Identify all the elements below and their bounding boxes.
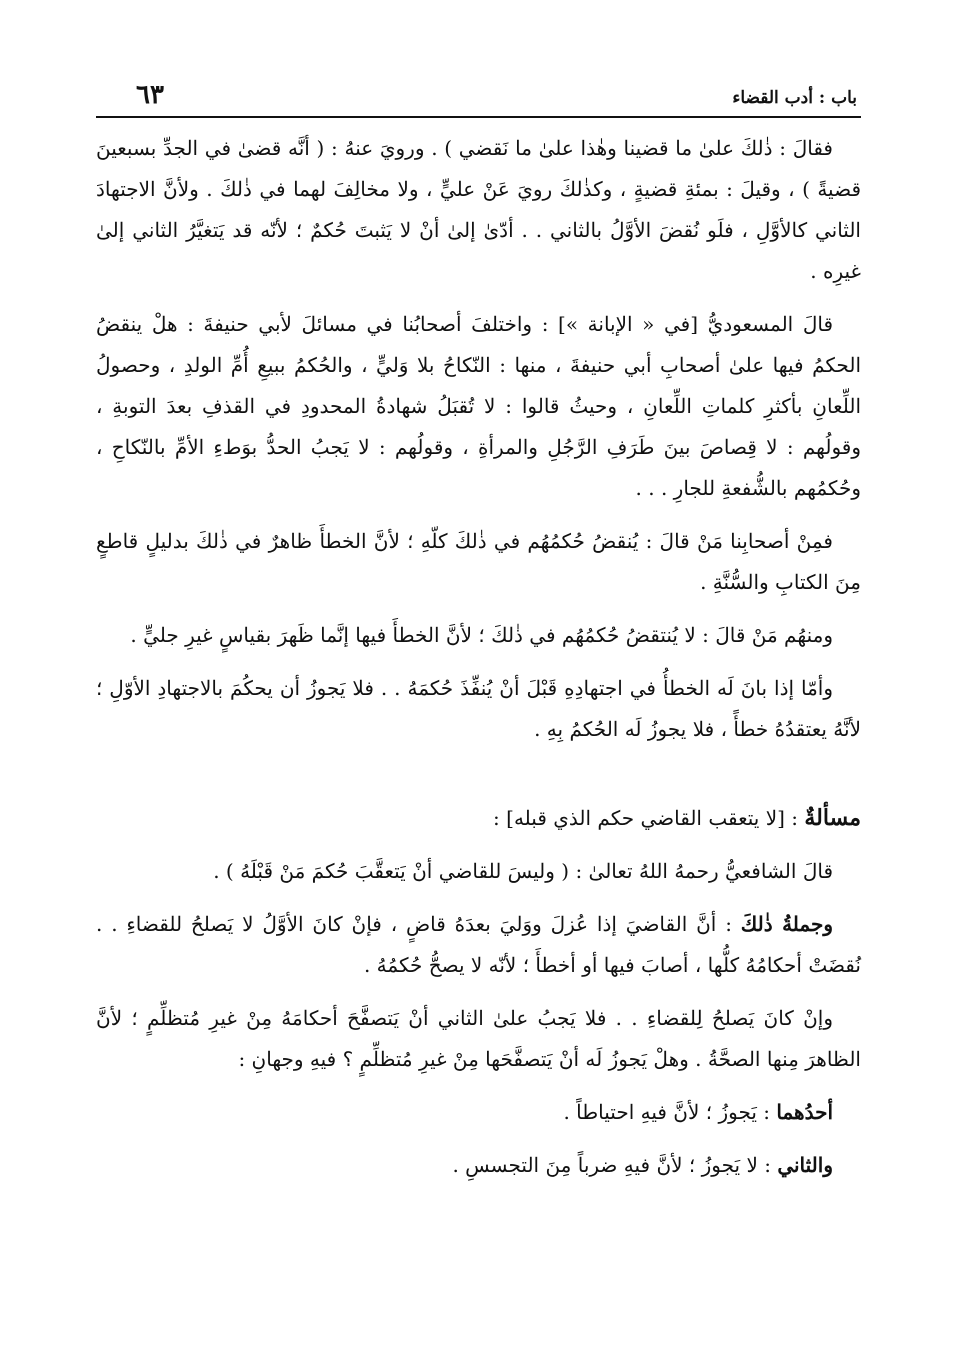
masala-label: مسألةٌ [804,805,861,831]
paragraph-text: وأمّا إذا بانَ لَه الخطأُ في اجتهادِهِ قَبْلَ أنْ يُنفِّذَ حُكمَهُ . . فلا يَجوزُ أن يحكُمَ بالاجتهادِ الأوّلِ ؛ لأنَّهُ يعتقدُهُ خطأً ، فلا يجوزُ لَه الحُكمُ بِهِ . [96,676,861,741]
paragraph-9 [96,1092,861,1133]
paragraph-text: فمِنْ أصحابِنا مَنْ قالَ : يُنقضُ حُكمُهُم في ذٰلكَ كلّهِ ؛ لأنَّ الخطأَ ظاهرٌ في ذٰلكَ بدليلٍ قاطعٍ مِنَ الكتابِ والسُّنَّةِ . [96,529,861,594]
page-header [96,76,861,118]
paragraph-text: : لا يَجوزُ ؛ لأنَّ فيهِ ضرباً مِنَ التجسسِ . [452,1153,778,1177]
running-head: باب : أدب القضاء [732,88,857,108]
paragraph-text: : أنَّ القاضيَ إذا عُزلَ ووَليَ بعدَهُ قاضٍ ، فإنْ كانَ الأوَّلُ لا يَصلحُ للقضاءِ . . نُقضَتْ أحكامُهُ كلُّها ، أصابَ فيها أو أخطأَ ؛ لأنّه لا يصحُّ حُكمُهُ . [96,912,861,977]
paragraph-10 [96,1145,861,1186]
paragraph-lead: والثاني [777,1153,833,1177]
paragraph-6 [96,851,861,892]
paragraph-8 [96,998,861,1080]
paragraph-4 [96,615,861,656]
masala-heading [96,798,861,839]
page-number: ٦٣ [136,80,164,110]
paragraph-text: قالَ المسعوديُّ [في « الإبانة »] : واختلفَ أصحابُنا في مسائلَ لأبي حنيفةَ : هلْ ينقضُ الحكمُ فيها علىٰ أصحابِ أبي حنيفةَ ، منها : النّكاحُ بلا وَليٍّ ، والحُكمُ ببيعِ أُمِّ الولدِ ، وحصولُ اللِّعانِ بأكثرِ كلماتِ اللِّعانِ ، وحيثُ قالوا : لا تُقبَلُ شهادةُ المحدودِ في القذفِ بعدَ التوبةِ ، وقولُهم : لا قِصاصَ بينَ طَرَفِ الرَّجُلِ والمرأةِ ، وقولُهم : لا يَجبُ الحدُّ بوَطءِ الأمِّ بالنّكاحِ ، وحُكمُهم بالشُّفعةِ للجارِ . . . [96,312,861,500]
paragraph-text: فقالَ : ذٰلكَ علىٰ ما قضينا وهٰذا علىٰ ما نَقضي ) . ورويَ عنهُ : ( أنَّه قضىٰ في الجدِّ بسبعينَ قضيةً ) ، وقيلَ : بمئةِ قضيةٍ ، وكذٰلكَ رويَ عَنْ عليٍّ ، ولا مخالِفَ لهما في ذٰلكَ . ولأنَّ الاجتهادَ الثاني كالأوَّلِ ، فلَو نُقضَ الأوَّلُ بالثاني . . أدّىٰ إلىٰ أنْ لا يَثبتَ حُكمٌ ؛ لأنّه قد يَتغيَّرُ الثاني إلىٰ غيرِه . [96,136,861,283]
paragraph-7 [96,904,861,986]
masala-title: : [لا يتعقب القاضي حكم الذي قبله] : [493,806,805,830]
paragraph-text: : يَجوزُ ؛ لأنَّ فيهِ احتياطاً . [563,1100,777,1124]
paragraph-1 [96,128,861,292]
section-spacer [96,762,861,798]
paragraph-text: ومنهُم مَنْ قالَ : لا يُنتقضُ حُكمُهُم في ذٰلكَ ؛ لأنَّ الخطأَ فيها إنَّما ظَهرَ بقياسٍ غيرِ جليٍّ . [130,623,833,647]
paragraph-3 [96,521,861,603]
page-body [96,128,861,1198]
paragraph-lead: أحدُهما [776,1100,833,1124]
paragraph-lead: وجملةُ ذٰلكَ [740,912,834,936]
paragraph-5 [96,668,861,750]
paragraph-text: قالَ الشافعيُّ رحمهُ اللهُ تعالىٰ : ( وليسَ للقاضي أنْ يَتعقَّبَ حُكمَ مَنْ قَبْلَهُ ) . [213,859,833,883]
paragraph-text: وإنْ كانَ يَصلحُ لِلقضاءِ . . فلا يَجبُ علىٰ الثاني أنْ يَتصفَّحَ أحكامَهُ مِنْ غيرِ مُتظلِّمٍ ؛ لأنَّ الظاهرَ مِنها الصحَّةُ . وهلْ يَجوزُ لَه أنْ يَتصفَّحَها مِنْ غيرِ مُتظلِّمٍ ؟ فيهِ وجهانِ : [96,1006,861,1071]
paragraph-2 [96,304,861,509]
